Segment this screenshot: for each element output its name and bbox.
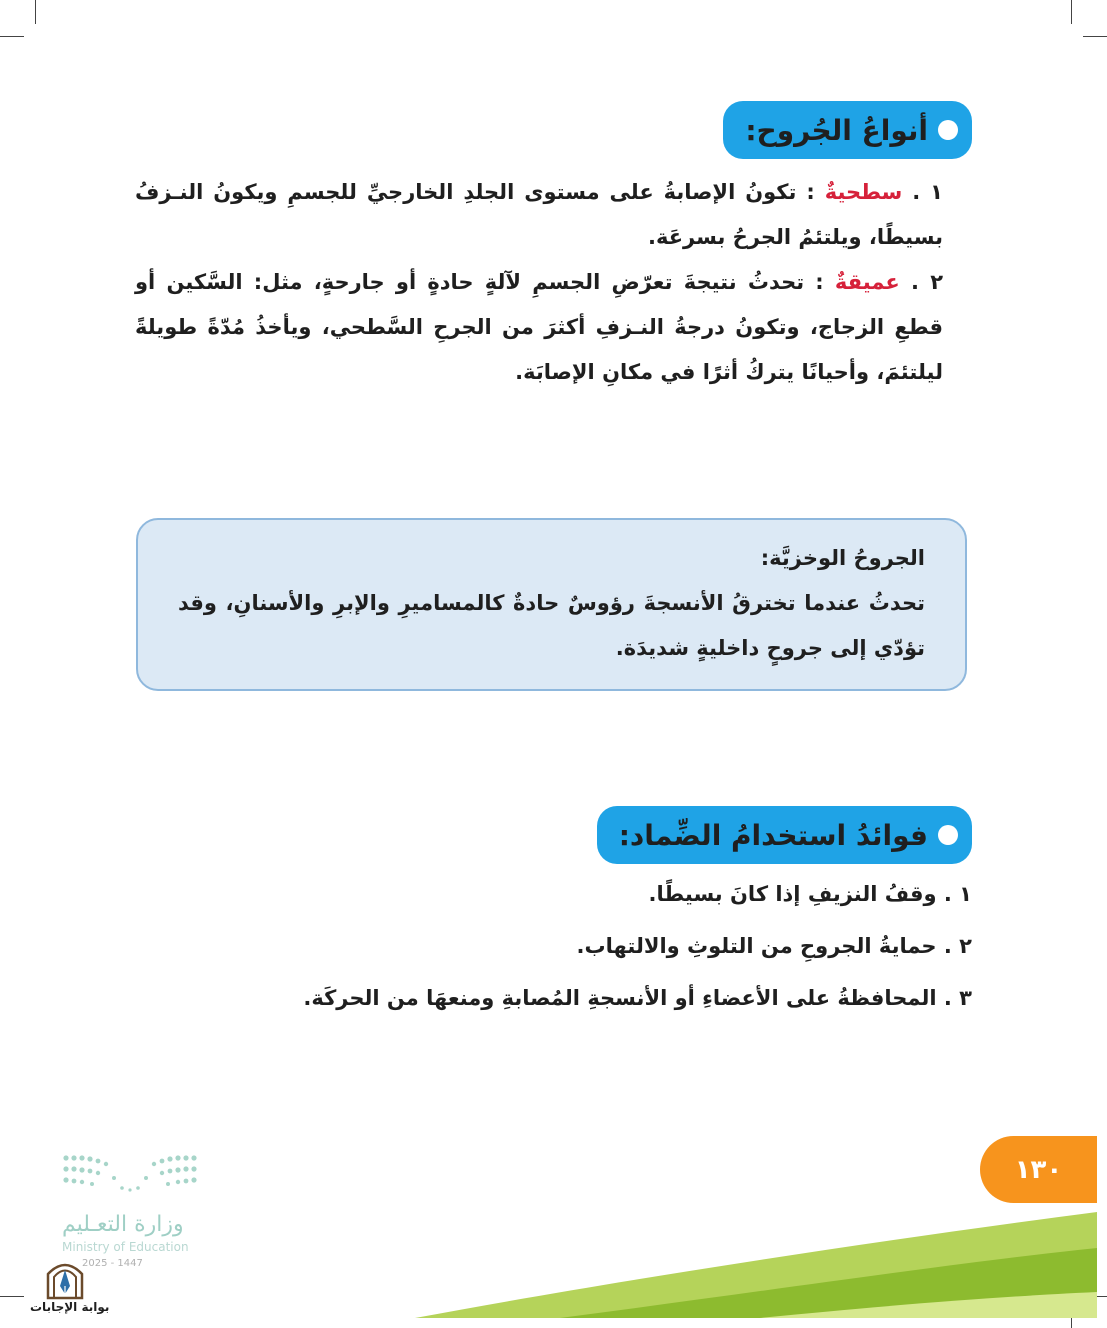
section-title-wound-types <box>723 101 972 159</box>
ministry-name-arabic: وزارة التعـليم <box>62 1212 184 1237</box>
section-title-text: فوائدُ استخدامُ الضِّماد: <box>618 818 928 852</box>
page-number-tab <box>980 1136 1097 1203</box>
crop-mark <box>1071 0 1072 24</box>
item-term: عميقةٌ <box>834 270 900 294</box>
ministry-logo-dots-icon <box>62 1152 198 1198</box>
section-title-bandage-benefits <box>597 806 972 864</box>
info-box-puncture-wounds <box>136 518 967 691</box>
wound-type-item-deep <box>135 260 943 395</box>
bullet-dot-icon <box>938 825 958 845</box>
wound-type-item-superficial <box>135 170 943 260</box>
crop-mark <box>35 0 36 24</box>
item-term: سطحيةٌ <box>824 180 903 204</box>
benefit-item <box>649 882 972 906</box>
item-text: : تحدثُ نتيجةَ تعرّضِ الجسمِ لآلةٍ حادةٍ أو جارحةٍ، مثل: السَّكين أو قطعِ الزجاج، وتكونُ درجةُ النـزفِ أكثرَ من الجرحِ السَّطحي، ويأخذُ مُدّةً طويلةً ليلتئمَ، وأحيانًا يتركُ أثرًا في مكانِ الإصابَة. <box>135 270 943 384</box>
site-logo-icon <box>44 1256 86 1300</box>
ministry-name-english: Ministry of Education <box>62 1240 189 1254</box>
page-number: ١٣٠ <box>1014 1154 1063 1185</box>
item-text: وقفُ النزيفِ إذا كانَ بسيطًا. <box>648 882 937 906</box>
edition-year: 2025 - 1447 <box>82 1258 143 1269</box>
bullet-dot-icon <box>938 120 958 140</box>
benefit-item <box>303 986 972 1010</box>
crop-mark <box>0 36 24 37</box>
site-name: بوابة الإجابات <box>30 1300 110 1314</box>
item-number: ١ . <box>943 882 972 906</box>
item-text: : تكونُ الإصابةُ على مستوى الجلدِ الخارجيِّ للجسمِ ويكونُ النـزفُ بسيطًا، ويلتئمُ الجرحُ بسرعَة. <box>135 180 943 249</box>
item-number: ٢ . <box>943 934 972 958</box>
item-text: حمايةُ الجروحِ من التلوثِ والالتهاب. <box>576 934 937 958</box>
crop-mark <box>1083 36 1107 37</box>
item-number: ٣ . <box>943 986 972 1010</box>
item-number: ١ . <box>912 180 943 204</box>
item-number: ٢ . <box>911 270 944 294</box>
benefit-item <box>577 934 972 958</box>
item-text: المحافظةُ على الأعضاءِ أو الأنسجةِ المُصابةِ ومنعهَا من الحركَة. <box>303 986 937 1010</box>
info-box-text: تحدثُ عندما تخترقُ الأنسجةَ رؤوسٌ حادةٌ كالمساميرِ والإبرِ والأسنانِ، وقد تؤدّي إلى جروحٍ داخليةٍ شديدَة. <box>178 591 925 660</box>
info-box-heading: الجروحُ الوخزيَّة: <box>760 546 925 570</box>
section-title-text: أنواعُ الجُروح: <box>745 113 928 147</box>
